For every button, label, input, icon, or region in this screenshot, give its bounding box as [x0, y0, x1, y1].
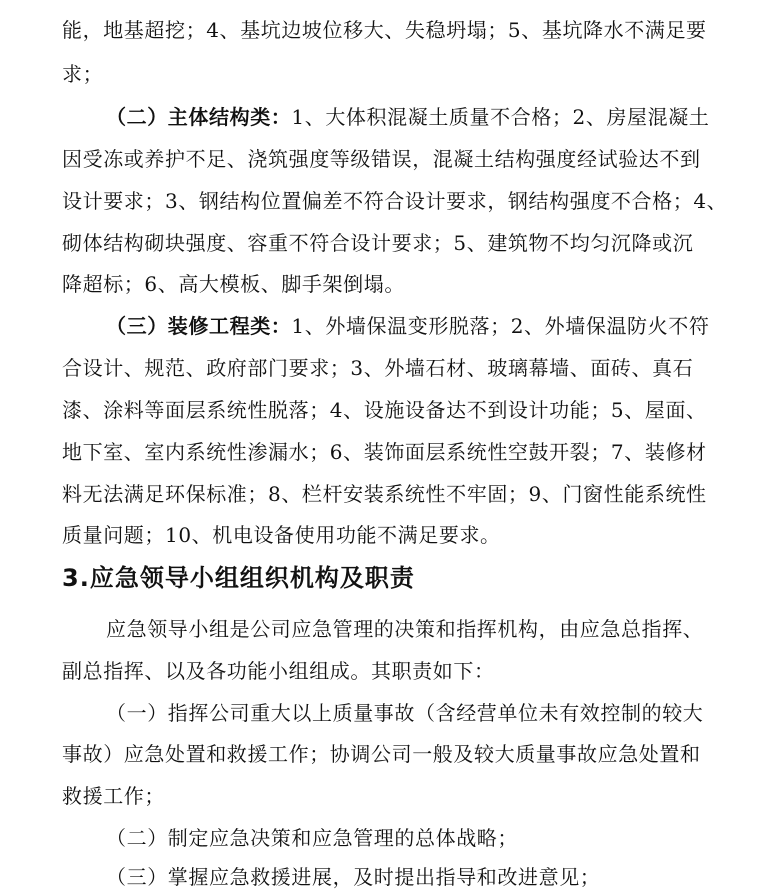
text-line: 事故）应急处置和救援工作；协调公司一般及较大质量事故应急处置和 — [62, 742, 701, 766]
text-span: 1、大体积混凝土质量不合格；2、房屋混凝土 — [291, 105, 710, 129]
text-line: 副总指挥、以及各功能小组组成。其职责如下： — [62, 659, 495, 683]
text-line: （一）指挥公司重大以上质量事故（含经营单位未有效控制的较大 — [106, 701, 704, 725]
text-line: 降超标；6、高大模板、脚手架倒塌。 — [62, 272, 405, 296]
text-line: 质量问题；10、机电设备使用功能不满足要求。 — [62, 523, 501, 547]
text-line: 砌体结构砌块强度、容重不符合设计要求；5、建筑物不均匀沉降或沉 — [62, 231, 694, 255]
text-line: 合设计、规范、政府部门要求；3、外墙石材、玻璃幕墙、面砖、真石 — [62, 356, 694, 380]
text-line: （三）掌握应急救援进展，及时提出指导和改进意见； — [106, 865, 601, 889]
text-line: 能，地基超挖；4、基坑边坡位移大、失稳坍塌；5、基坑降水不满足要 — [62, 18, 707, 42]
text-line — [106, 313, 709, 339]
text-line: 漆、涂料等面层系统性脱落；4、设施设备达不到设计功能；5、屋面、 — [62, 398, 707, 422]
text-line: 设计要求；3、钢结构位置偏差不符合设计要求，钢结构强度不合格；4、 — [62, 189, 728, 213]
text-line: 因受冻或养护不足、浇筑强度等级错误，混凝土结构强度经试验达不到 — [62, 147, 701, 171]
text-span: 1、外墙保温变形脱落；2、外墙保温防火不符 — [291, 314, 710, 338]
section-heading: 3.应急领导小组组织机构及职责 — [62, 564, 415, 592]
text-line — [106, 104, 709, 130]
text-line: 料无法满足环保标准；8、栏杆安装系统性不牢固；9、门窗性能系统性 — [62, 482, 707, 506]
section-label: （二）主体结构类： — [106, 105, 292, 129]
text-line: （二）制定应急决策和应急管理的总体战略； — [106, 826, 518, 850]
text-line: 救援工作； — [62, 784, 165, 808]
text-line: 求； — [62, 62, 104, 86]
text-line: 地下室、室内系统性渗漏水；6、装饰面层系统性空鼓开裂；7、装修材 — [62, 440, 707, 464]
text-line: 应急领导小组是公司应急管理的决策和指挥机构，由应急总指挥、 — [106, 617, 704, 641]
section-label: （三）装修工程类： — [106, 314, 292, 338]
